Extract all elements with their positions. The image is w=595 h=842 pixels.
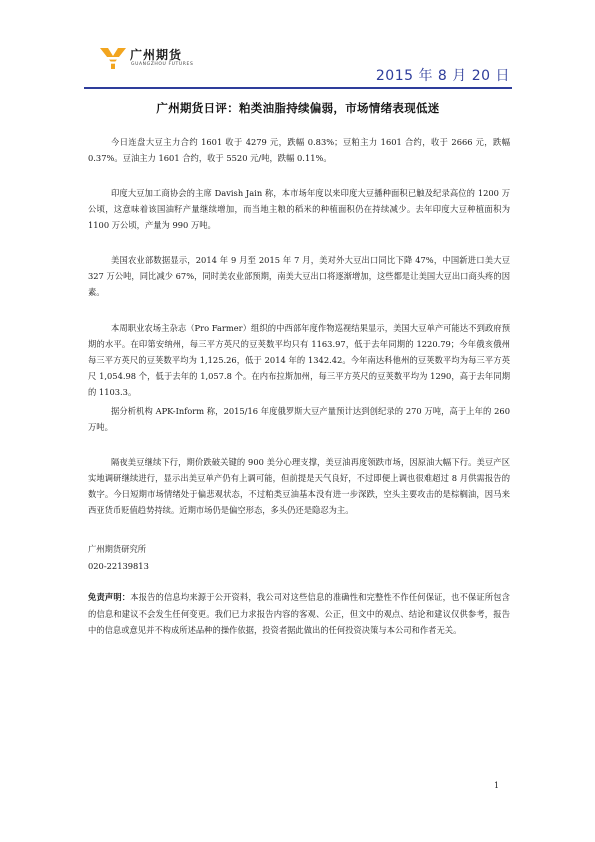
report-title: 广州期货日评：粕类油脂持续偏弱，市场情绪表现低迷 xyxy=(156,101,440,115)
header-rule xyxy=(84,87,512,89)
logo-text-en: GUANGZHOU FUTURES xyxy=(131,62,194,67)
disclaimer-text: 本报告的信息均来源于公开资料，我公司对这些信息的准确性和完整性不作任何保证，也不保证所包含的信息和建议不会发生任何变更。我们已力求报告内容的客观、公正，但文中的观点、结论和建议仅供参考，报告中的信息或意见并不构成所述品种的操作依据，投资者据此做出的任何投资决策与本公司和作者无关。 xyxy=(88,592,510,636)
disclaimer xyxy=(88,589,510,639)
paragraph-india-soy: 印度大豆加工商协会的主席 Davish Jain 称，本市场年度以来印度大豆播种面积已触及纪录高位的 1200 万公顷，这意味着该国油籽产量继续增加，而当地主粮的稻米的种植面积仍在持续减少。去年印度大豆种植面积为 1100 万公顷，产量为 990 万吨。 xyxy=(88,188,510,230)
paragraph-pro-farmer: 本周职业农场主杂志（Pro Farmer）组织的中西部年度作物巡视结果显示，美国大豆单产可能达不到政府预期的水平。在印第安纳州，每三平方英尺的豆荚数平均只有 1163.97，低于去年同期的 1220.79；今年俄亥俄州每三平方英尺的豆荚数平均为 1,125.26，低于 2014 年的 1342.42。今年南达科他州的豆荚数平均为每三平方英尺 1,054.98 个，低于去年的 1,057.8 个。在内布拉斯加州，每三平方英尺的豆荚数平均为 1290，高于去年同期的 1103.3。 xyxy=(88,323,510,397)
logo-text-cn: 广州期货 xyxy=(130,48,183,62)
paragraph-usda-exports: 美国农业部数据显示，2014 年 9 月至 2015 年 7 月，美对外大豆出口同比下降 47%，中国新进口美大豆 327 万公吨，同比减少 67%，同时美农业部预期，南美大豆出口将逐渐增加，这些都是让美国大豆出口商头疼的因素。 xyxy=(88,255,510,297)
research-institute-name: 广州期货研究所 xyxy=(88,544,147,554)
paragraph-market-close: 今日连盘大豆主力合约 1601 收于 4279 元，跌幅 0.83%；豆粕主力 1601 合约，收于 2666 元，跌幅 0.37%。豆油主力 1601 合约，收于 5520 元/吨，跌幅 0.11%。 xyxy=(88,137,510,163)
disclaimer-label: 免责声明： xyxy=(88,592,131,602)
report-date: 2015 年 8 月 20 日 xyxy=(375,68,510,84)
page-header xyxy=(84,38,512,90)
logo-mark-icon xyxy=(100,46,126,70)
company-logo xyxy=(100,38,210,78)
contact-phone: 020-22139813 xyxy=(88,561,149,571)
paragraph-market-outlook: 隔夜美豆继续下行，期价跌破关键的 900 美分心理支撑，美豆油再度领跌市场，因原油大幅下行。美豆产区实地调研继续进行，显示出美豆单产仍有上调可能，但前提是天气良好，不过即便上调也很难超过 8 月供需报告的数字。今日短期市场情绪处于偏悲观状态，不过粕类豆油基本没有进一步深跌，空头主要攻击的是棕榈油，因马来西亚货币贬值趋势持续。近期市场仍是偏空形态，多头仍还是隐忍为主。 xyxy=(88,457,510,515)
paragraph-russia-output: 据分析机构 APK-Inform 称，2015/16 年度俄罗斯大豆产量预计达到创纪录的 270 万吨，高于上年的 260 万吨。 xyxy=(88,406,510,432)
page-number: 1 xyxy=(494,781,500,790)
